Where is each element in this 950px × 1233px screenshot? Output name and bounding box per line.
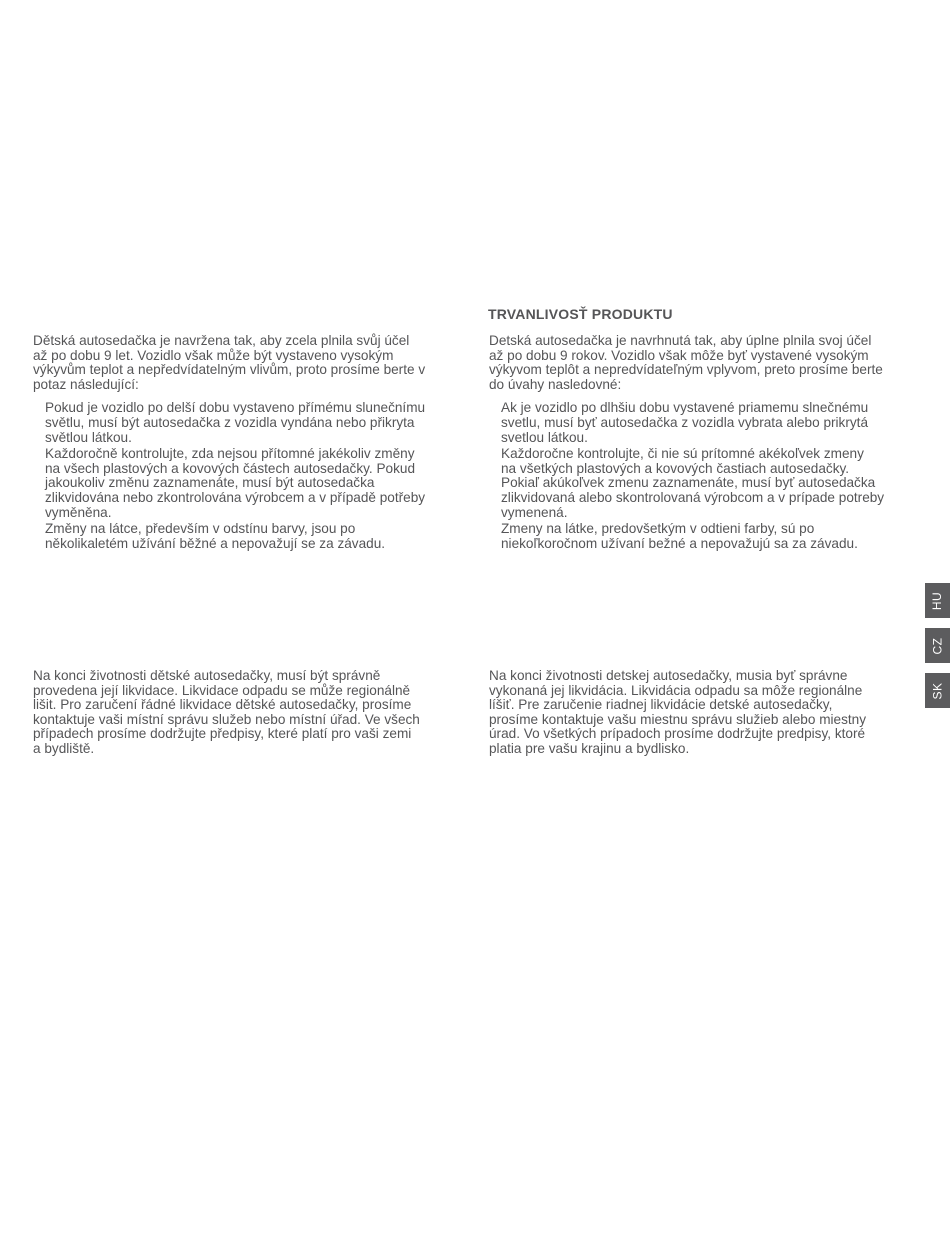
cz-disposal-paragraph: Na konci životnosti dětské autosedačky, musí být správně provedena její likvidace. Likvidace odpadu se může regionálně lišit. Pro zaručení řádné likvidace dětské autosedačky, prosíme kontaktuje vaši místní správu služeb nebo místní úřad. Ve všech případech prosíme dodržujte předpisy, které platí pro vaši zemi a bydliště. [33, 668, 420, 756]
sk-disposal-paragraph: Na konci životnosti detskej autosedačky, musia byť správne vykonaná jej likvidácia. Likvidácia odpadu sa môže regionálne líšiť. Pre zaručenie riadnej likvidácie detské autosedačky, prosíme kontaktuje vašu miestnu správu služieb alebo miestny úrad. Vo všetkých prípadoch prosíme dodržujte predpisy, ktoré platia pre vašu krajinu a bydlisko. [489, 668, 867, 756]
tab-label: HU [930, 591, 945, 610]
sk-disposal-section [489, 669, 921, 757]
list-item: Každoročne kontrolujte, či nie sú prítomné akékoľvek zmeny na všetkých plastových a kovových častiach autosedačky. Pokiaľ akúkoľvek zmenu zaznamenáte, musí byť autosedačka zlikvidovaná alebo skontrolovaná výrobcom a v prípade potreby vymenená. [501, 446, 885, 520]
tab-label: SK [930, 681, 945, 700]
cz-care-list [33, 401, 463, 551]
list-item: Zmeny na látke, predovšetkým v odtieni farby, sú po niekoľkoročnom užívaní bežné a nepovažujú sa za závadu. [501, 521, 858, 551]
sk-section-heading: TRVANLIVOSŤ PRODUKTU [488, 306, 673, 322]
list-item: Pokud je vozidlo po delší dobu vystaveno přímému slunečnímu světlu, musí být autosedačka z vozidla vyndána nebo přikryta světlou látkou. [45, 400, 426, 445]
tab-hu[interactable] [925, 583, 950, 618]
list-item: Ak je vozidlo po dlhšiu dobu vystavené priamemu slnečnému svetlu, musí byť autosedačka z vozidla vybrata alebo prikrytá svetlou látkou. [501, 400, 869, 445]
cz-intro-paragraph: Dětská autosedačka je navržena tak, aby zcela plnila svůj účel až po dobu 9 let. Vozidlo však může být vystaveno vysokým výkyvům teplot a nepředvídatelným vlivům, proto prosíme berte v potaz následující: [33, 333, 426, 392]
cz-intro-section [33, 334, 463, 553]
sk-intro-paragraph: Detská autosedačka je navrhnutá tak, aby úplne plnila svoj účel až po dobu 9 rokov. Vozidlo však môže byť vystavené vysokým výkyvom teplôt a nepredvídateľným vplyvom, preto prosíme berte do úvahy nasledovné: [489, 333, 883, 392]
list-item: Každoročně kontrolujte, zda nejsou přítomné jakékoliv změny na všech plastových a kovových částech autosedačky. Pokud jakoukoliv změnu zaznamenáte, musí být autosedačka zlikvidována nebo zkontrolována výrobcem a v případě potřeby vyměněna. [45, 446, 426, 520]
tab-label: CZ [930, 637, 945, 654]
sk-intro-section [489, 334, 921, 553]
tab-sk[interactable] [925, 673, 950, 708]
list-item: Změny na látce, především v odstínu barvy, jsou po několikaletém užívání běžné a nepovažují se za závadu. [45, 521, 386, 551]
cz-disposal-section [33, 669, 463, 757]
sk-care-list [489, 401, 921, 551]
tab-cz[interactable] [925, 628, 950, 663]
